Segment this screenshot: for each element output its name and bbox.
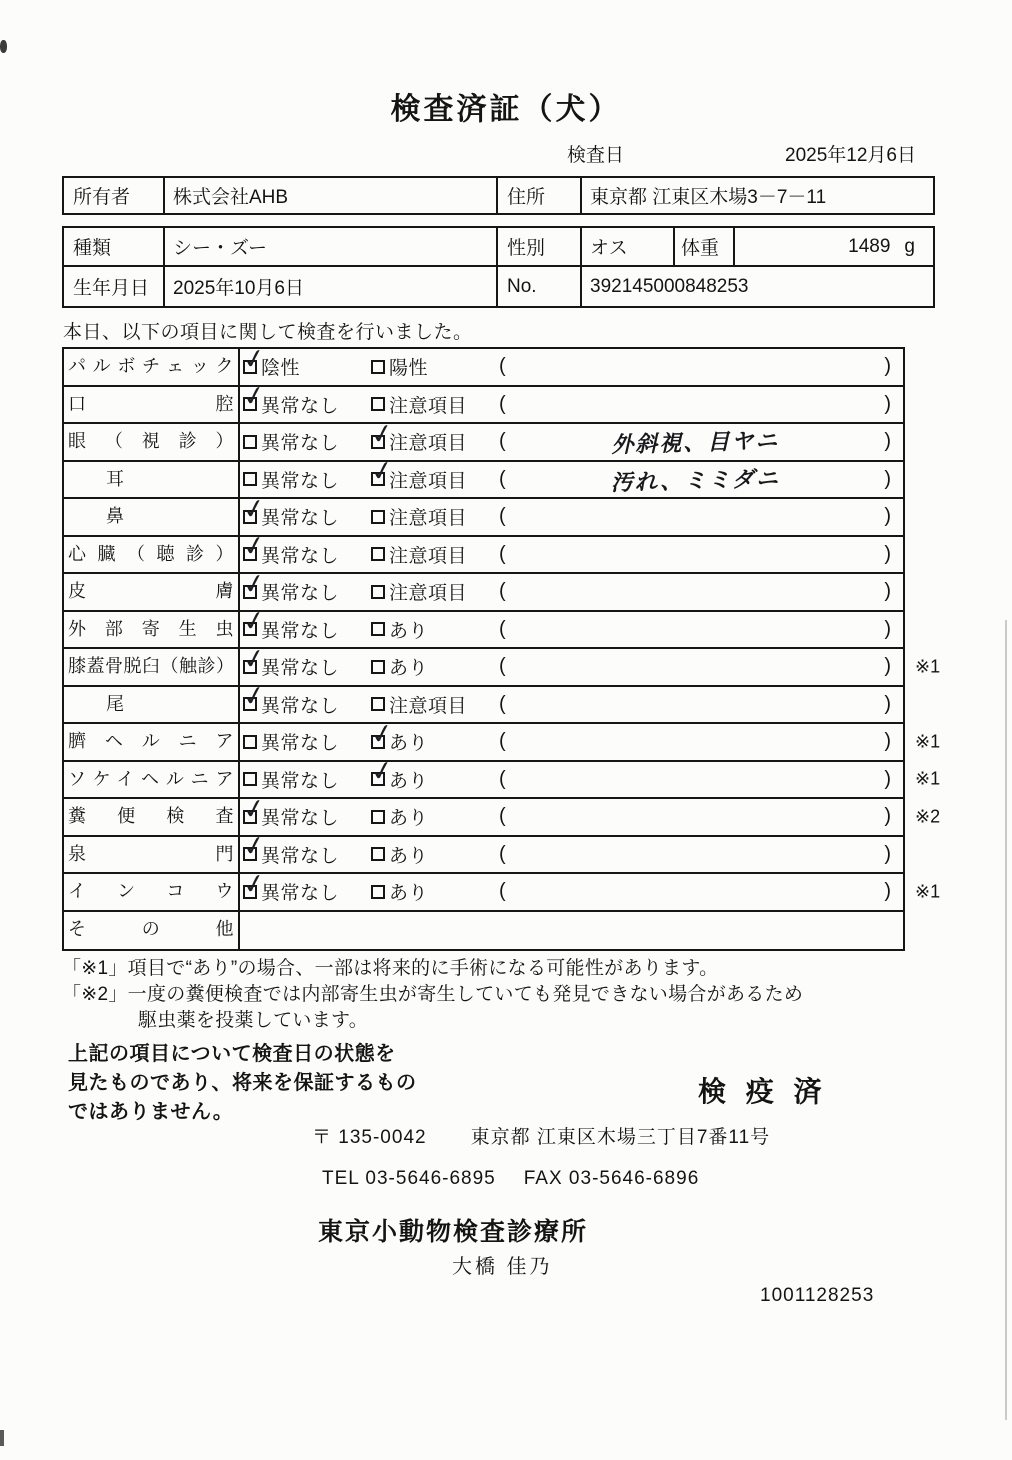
close-paren: ) xyxy=(884,355,891,378)
option-area xyxy=(240,567,903,610)
item-label: 臍ヘルニア xyxy=(64,724,240,760)
item-label: 眼（視診） xyxy=(64,424,240,460)
birth-label: 生年月日 xyxy=(64,267,165,306)
postal-code: 〒 135-0042 xyxy=(312,1127,427,1148)
option-area xyxy=(240,604,903,648)
inspection-row xyxy=(64,912,903,950)
option-label: 注意項目 xyxy=(389,470,468,492)
inspection-row xyxy=(64,454,903,500)
open-paren: ( xyxy=(499,355,506,378)
close-paren: ) xyxy=(884,767,891,790)
handwritten-note xyxy=(506,774,885,784)
check-mark-icon: ✓ xyxy=(240,829,269,864)
checkbox xyxy=(240,642,269,677)
option-2 xyxy=(368,717,499,755)
checkbox xyxy=(243,472,257,486)
checkbox xyxy=(371,397,385,411)
note-area xyxy=(499,768,903,791)
open-paren: ( xyxy=(499,767,506,790)
note-area xyxy=(499,505,903,528)
option-label: 異常なし xyxy=(261,770,340,792)
checkbox xyxy=(371,510,385,524)
option-2 xyxy=(368,754,499,793)
pet-table-row xyxy=(64,267,933,306)
close-paren: ) xyxy=(884,692,891,715)
checkbox xyxy=(371,360,385,374)
note-area xyxy=(499,580,903,603)
option-area xyxy=(240,679,903,723)
item-label: ソケイヘルニア xyxy=(64,762,240,798)
footnotes xyxy=(62,956,803,1034)
option-1 xyxy=(240,867,371,905)
checkbox xyxy=(243,735,257,749)
option-2 xyxy=(371,803,499,830)
inspection-row xyxy=(64,492,903,537)
option-1 xyxy=(240,567,371,605)
checkbox xyxy=(240,679,269,714)
inspection-row xyxy=(64,717,941,762)
fax-number: FAX 03-5646-6896 xyxy=(523,1168,700,1189)
open-paren: ( xyxy=(499,580,506,603)
option-1 xyxy=(240,529,371,568)
item-label: 口腔 xyxy=(64,387,240,423)
option-label: 異常なし xyxy=(261,545,340,567)
checkbox xyxy=(240,792,269,827)
disclaimer xyxy=(68,1040,417,1127)
checkbox xyxy=(240,829,269,864)
check-mark-icon: ✓ xyxy=(240,342,269,377)
note-area xyxy=(499,464,903,495)
pet-table-row xyxy=(64,228,933,267)
option-1 xyxy=(240,604,371,643)
check-mark-icon: ✓ xyxy=(240,867,269,902)
close-paren: ) xyxy=(884,655,891,678)
birth-value: 2025年10月6日 xyxy=(165,267,498,306)
check-mark-icon: ✓ xyxy=(240,642,269,677)
open-paren: ( xyxy=(499,430,506,453)
option-label: 注意項目 xyxy=(389,583,468,605)
row-remark: ※1 xyxy=(915,656,941,677)
option-label: 異常なし xyxy=(261,733,340,755)
handwritten-note: 汚れ、ミミダニ xyxy=(610,465,780,495)
checkbox xyxy=(371,697,385,711)
note-area xyxy=(499,355,903,378)
scan-edge-shadow xyxy=(1005,620,1007,1420)
option-label: 注意項目 xyxy=(389,695,468,717)
footnote-2: 「※2」一度の糞便検査では内部寄生虫が寄生していても発見できない場合があるため xyxy=(62,984,804,1005)
item-label: 膝蓋骨脱臼（触診） xyxy=(64,649,240,685)
option-1 xyxy=(243,766,371,793)
checkbox xyxy=(368,717,397,752)
option-area xyxy=(240,867,903,910)
checkbox xyxy=(243,772,257,786)
close-paren: ) xyxy=(884,430,891,453)
breed-label: 種類 xyxy=(64,228,165,265)
inspection-row xyxy=(64,792,941,837)
option-2 xyxy=(371,691,499,718)
checkbox xyxy=(371,585,385,599)
quarantine-stamp: 検 疫 済 xyxy=(698,1076,828,1107)
item-label: 外部寄生虫 xyxy=(64,612,240,648)
note-area xyxy=(499,655,903,678)
checkbox xyxy=(240,604,269,639)
open-paren: ( xyxy=(499,692,506,715)
item-label: インコウ xyxy=(64,874,240,910)
option-area xyxy=(240,642,903,685)
option-label: 異常なし xyxy=(261,433,340,455)
option-label: 異常なし xyxy=(261,695,340,717)
document-title: 検査済証（犬） xyxy=(390,93,622,126)
check-mark-icon: ✓ xyxy=(368,717,397,752)
address-value: 東京都 江東区木場3－7－11 xyxy=(590,187,827,208)
address-label: 住所 xyxy=(498,178,582,213)
item-label: 心臓（聴診） xyxy=(64,537,240,573)
handwritten-note xyxy=(506,512,885,522)
checkbox xyxy=(371,660,385,674)
option-label: あり xyxy=(389,733,429,755)
handwritten-note xyxy=(506,737,885,747)
handwritten-note xyxy=(506,549,885,559)
owner-value: 株式会社AHB xyxy=(165,178,498,213)
inspection-row xyxy=(64,867,941,912)
option-area xyxy=(240,492,903,535)
option-label: 注意項目 xyxy=(389,508,468,530)
option-area xyxy=(240,792,903,835)
option-label: あり xyxy=(389,808,429,830)
option-label: 注意項目 xyxy=(389,395,468,417)
item-label: パルボチェック xyxy=(64,349,240,385)
option-2 xyxy=(371,616,499,643)
note-area xyxy=(499,618,903,641)
check-mark-icon: ✓ xyxy=(368,454,397,489)
inspection-row xyxy=(64,529,903,575)
disclaimer-line-1: 上記の項目について検査日の状態を xyxy=(68,1043,396,1065)
inspection-row xyxy=(64,829,903,875)
item-label: その他 xyxy=(64,912,240,950)
checkbox xyxy=(368,454,397,489)
inspection-table xyxy=(62,342,941,951)
inspection-row xyxy=(64,679,903,725)
option-area xyxy=(240,417,903,460)
note-area xyxy=(499,843,903,866)
checkbox xyxy=(240,567,269,602)
option-label: 異常なし xyxy=(261,508,340,530)
handwritten-note xyxy=(506,587,885,597)
serial-number: 1001128253 xyxy=(760,1285,875,1306)
scan-artifact xyxy=(0,40,7,53)
option-label: あり xyxy=(389,620,429,642)
disclaimer-line-3: ではありません。 xyxy=(68,1101,234,1123)
checkbox xyxy=(371,547,385,561)
check-mark-icon: ✓ xyxy=(240,792,269,827)
option-label: 陽性 xyxy=(389,358,429,380)
item-label: 耳 xyxy=(64,462,240,498)
tel-number: TEL 03-5646-6895 xyxy=(322,1168,496,1189)
open-paren: ( xyxy=(499,617,506,640)
option-label: 異常なし xyxy=(261,845,340,867)
clinic-name: 東京小動物検査診療所 xyxy=(318,1218,589,1246)
close-paren: ) xyxy=(884,580,891,603)
checkbox xyxy=(368,417,397,452)
sex-label: 性別 xyxy=(498,228,582,265)
checkbox xyxy=(371,885,385,899)
row-remark: ※1 xyxy=(915,768,941,789)
option-label: あり xyxy=(389,658,429,680)
open-paren: ( xyxy=(499,842,506,865)
option-label: 異常なし xyxy=(261,583,340,605)
check-mark-icon: ✓ xyxy=(240,379,269,414)
option-1 xyxy=(240,679,371,718)
option-label: 異常なし xyxy=(261,808,340,830)
note-area xyxy=(499,730,903,753)
close-paren: ) xyxy=(884,842,891,865)
option-1 xyxy=(240,829,371,868)
option-area xyxy=(240,454,903,498)
check-mark-icon: ✓ xyxy=(240,567,269,602)
option-2 xyxy=(371,541,499,568)
option-label: 異常なし xyxy=(261,620,340,642)
pet-table xyxy=(62,226,935,308)
option-2 xyxy=(371,503,499,530)
intro-text: 本日、以下の項目に関して検査を行いました。 xyxy=(63,322,473,343)
option-area xyxy=(240,754,903,798)
option-1 xyxy=(240,642,371,680)
checkbox xyxy=(371,810,385,824)
handwritten-note: 外斜視、目ヤニ xyxy=(610,428,780,458)
option-label: 注意項目 xyxy=(389,545,468,567)
option-label: 異常なし xyxy=(261,395,340,417)
footnote-1: 「※1」項目で“あり”の場合、一部は将来的に手術になる可能性があります。 xyxy=(62,958,719,979)
close-paren: ) xyxy=(884,805,891,828)
item-label: 皮膚 xyxy=(64,574,240,610)
option-label: 異常なし xyxy=(261,470,340,492)
clinic-address-line xyxy=(312,1122,770,1149)
inspection-date-label: 検査日 xyxy=(567,145,625,166)
footnote-2-cont: 駆虫薬を投薬しています。 xyxy=(138,1010,369,1031)
owner-table xyxy=(62,176,935,215)
note-area xyxy=(499,543,903,566)
option-1 xyxy=(243,428,371,455)
option-2 xyxy=(371,841,499,868)
inspection-row xyxy=(64,417,903,462)
handwritten-note xyxy=(506,849,885,859)
checkbox xyxy=(240,379,269,414)
row-remark: ※1 xyxy=(915,881,941,902)
option-label: 異常なし xyxy=(261,658,340,680)
veterinarian-name: 大橋 佳乃 xyxy=(452,1256,553,1278)
weight-cell xyxy=(735,228,933,265)
check-mark-icon: ✓ xyxy=(240,529,269,564)
option-2 xyxy=(371,653,499,680)
note-area xyxy=(499,805,903,828)
option-area xyxy=(240,342,903,385)
handwritten-note xyxy=(506,662,885,672)
checkbox xyxy=(243,435,257,449)
inspection-row xyxy=(64,754,941,800)
option-1 xyxy=(243,728,371,755)
option-area xyxy=(240,379,903,423)
row-remark: ※2 xyxy=(915,806,941,827)
checkbox xyxy=(240,867,269,902)
owner-label: 所有者 xyxy=(64,178,165,213)
checkbox xyxy=(371,847,385,861)
clinic-contact-line xyxy=(322,1168,699,1190)
open-paren: ( xyxy=(499,730,506,753)
inspection-date-value: 2025年12月6日 xyxy=(785,145,916,166)
close-paren: ) xyxy=(884,730,891,753)
check-mark-icon: ✓ xyxy=(368,754,397,789)
handwritten-note xyxy=(506,812,885,822)
open-paren: ( xyxy=(499,392,506,415)
option-2 xyxy=(368,417,499,455)
inspection-row xyxy=(64,342,903,387)
option-label: あり xyxy=(389,845,429,867)
breed-value: シー・ズー xyxy=(165,228,498,265)
option-label: 陰性 xyxy=(261,358,301,380)
note-area xyxy=(499,693,903,716)
close-paren: ) xyxy=(884,505,891,528)
no-value: 392145000848253 xyxy=(590,275,749,297)
handwritten-note xyxy=(506,887,885,897)
item-label: 糞便検査 xyxy=(64,799,240,835)
inspection-row xyxy=(64,379,903,425)
checkbox xyxy=(240,492,269,527)
option-1 xyxy=(240,342,371,380)
close-paren: ) xyxy=(884,880,891,903)
check-mark-icon: ✓ xyxy=(240,679,269,714)
handwritten-note xyxy=(506,624,885,634)
inspection-row xyxy=(64,642,941,687)
option-label: あり xyxy=(389,770,429,792)
option-2 xyxy=(371,391,499,418)
inspection-row xyxy=(64,567,903,612)
weight-value: 1489 xyxy=(848,235,891,257)
no-label: No. xyxy=(498,267,582,306)
close-paren: ) xyxy=(884,392,891,415)
handwritten-note xyxy=(506,699,885,709)
check-mark-icon: ✓ xyxy=(240,492,269,527)
open-paren: ( xyxy=(499,542,506,565)
option-area xyxy=(240,829,903,873)
weight-unit: g xyxy=(904,235,915,257)
clinic-address: 東京都 江東区木場三丁目7番11号 xyxy=(470,1127,771,1148)
sex-value: オス xyxy=(582,228,675,265)
open-paren: ( xyxy=(499,880,506,903)
weight-label: 体重 xyxy=(675,228,735,265)
option-1 xyxy=(243,466,371,493)
item-label: 鼻 xyxy=(64,499,240,535)
scan-artifact xyxy=(0,1430,4,1446)
option-area xyxy=(240,717,903,760)
option-1 xyxy=(240,379,371,418)
close-paren: ) xyxy=(884,542,891,565)
check-mark-icon: ✓ xyxy=(240,604,269,639)
open-paren: ( xyxy=(499,805,506,828)
checkbox xyxy=(368,754,397,789)
item-label: 泉門 xyxy=(64,837,240,873)
checkbox xyxy=(240,342,269,377)
close-paren: ) xyxy=(884,617,891,640)
option-area xyxy=(240,529,903,573)
close-paren: ) xyxy=(884,467,891,490)
handwritten-note xyxy=(506,399,885,409)
option-1 xyxy=(240,492,371,530)
row-remark: ※1 xyxy=(915,731,941,752)
checkbox xyxy=(240,529,269,564)
note-area xyxy=(499,880,903,903)
item-label: 尾 xyxy=(64,687,240,723)
open-paren: ( xyxy=(499,505,506,528)
note-area xyxy=(499,393,903,416)
check-mark-icon: ✓ xyxy=(368,417,397,452)
handwritten-note xyxy=(506,362,885,372)
option-label: 異常なし xyxy=(261,883,340,905)
option-1 xyxy=(240,792,371,830)
disclaimer-line-2: 見たものであり、将来を保証するもの xyxy=(68,1072,417,1094)
open-paren: ( xyxy=(499,467,506,490)
option-2 xyxy=(371,353,499,380)
option-label: 注意項目 xyxy=(389,433,468,455)
option-2 xyxy=(371,878,499,905)
option-label: あり xyxy=(389,883,429,905)
checkbox xyxy=(371,622,385,636)
option-2 xyxy=(368,454,499,493)
inspection-row xyxy=(64,604,903,650)
option-2 xyxy=(371,578,499,605)
open-paren: ( xyxy=(499,655,506,678)
note-area xyxy=(499,426,903,457)
